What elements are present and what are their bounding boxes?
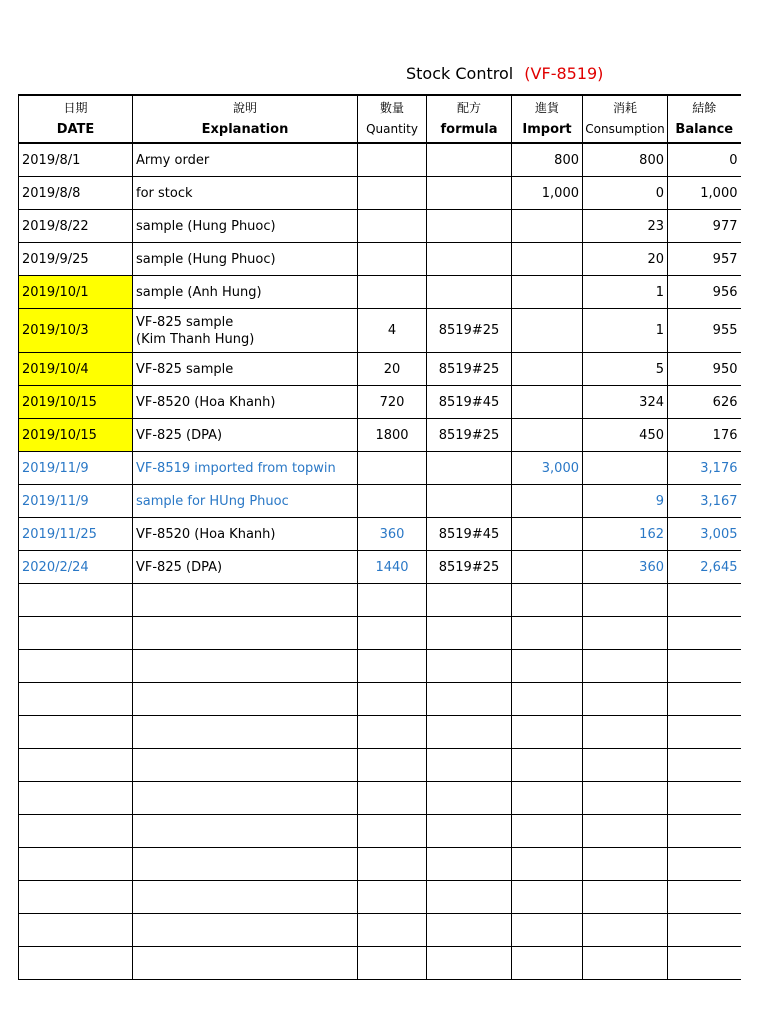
cell-quantity: 4 bbox=[358, 309, 427, 353]
cell-formula bbox=[427, 683, 512, 716]
header-date bbox=[19, 95, 133, 143]
cell-formula bbox=[427, 584, 512, 617]
cell-formula bbox=[427, 881, 512, 914]
cell-formula: 8519#25 bbox=[427, 353, 512, 386]
cell-quantity bbox=[358, 782, 427, 815]
table-row bbox=[19, 353, 741, 386]
cell-explanation bbox=[133, 848, 358, 881]
cell-date bbox=[19, 683, 133, 716]
cell-consumption bbox=[583, 782, 668, 815]
product-code: (VF-8519) bbox=[524, 64, 604, 83]
cell-import bbox=[512, 518, 583, 551]
cell-consumption: 324 bbox=[583, 386, 668, 419]
cell-consumption bbox=[583, 452, 668, 485]
header-balance-en: Balance bbox=[675, 121, 734, 137]
cell-quantity bbox=[358, 452, 427, 485]
cell-balance: 955 bbox=[668, 309, 741, 353]
table-row bbox=[19, 386, 741, 419]
table-row bbox=[19, 584, 741, 617]
header-consumption bbox=[583, 95, 668, 143]
header-quantity bbox=[358, 95, 427, 143]
cell-explanation bbox=[133, 617, 358, 650]
cell-explanation bbox=[133, 815, 358, 848]
cell-date: 2019/10/3 bbox=[19, 309, 133, 353]
cell-formula bbox=[427, 815, 512, 848]
cell-quantity bbox=[358, 683, 427, 716]
cell-date: 2019/11/25 bbox=[19, 518, 133, 551]
cell-balance: 176 bbox=[668, 419, 741, 452]
cell-consumption bbox=[583, 815, 668, 848]
cell-formula bbox=[427, 782, 512, 815]
cell-balance: 957 bbox=[668, 243, 741, 276]
cell-formula bbox=[427, 276, 512, 309]
cell-formula bbox=[427, 485, 512, 518]
cell-import bbox=[512, 848, 583, 881]
cell-balance bbox=[668, 881, 741, 914]
cell-explanation bbox=[133, 782, 358, 815]
header-explanation-zh: 說明 bbox=[232, 100, 257, 115]
cell-balance: 1,000 bbox=[668, 177, 741, 210]
cell-balance bbox=[668, 617, 741, 650]
cell-quantity bbox=[358, 210, 427, 243]
cell-explanation bbox=[133, 749, 358, 782]
cell-formula bbox=[427, 143, 512, 177]
table-row bbox=[19, 749, 741, 782]
cell-formula: 8519#25 bbox=[427, 419, 512, 452]
header-date-zh: 日期 bbox=[63, 100, 88, 115]
cell-explanation: VF-8520 (Hoa Khanh) bbox=[133, 386, 358, 419]
cell-import bbox=[512, 947, 583, 980]
cell-quantity bbox=[358, 584, 427, 617]
table-row bbox=[19, 881, 741, 914]
cell-consumption: 162 bbox=[583, 518, 668, 551]
cell-explanation bbox=[133, 716, 358, 749]
cell-explanation: sample for HUng Phuoc bbox=[133, 485, 358, 518]
cell-explanation: VF-825 (DPA) bbox=[133, 419, 358, 452]
cell-date bbox=[19, 617, 133, 650]
cell-quantity: 1800 bbox=[358, 419, 427, 452]
cell-consumption bbox=[583, 848, 668, 881]
cell-explanation: VF-825 sample bbox=[133, 353, 358, 386]
cell-formula: 8519#25 bbox=[427, 309, 512, 353]
cell-consumption: 20 bbox=[583, 243, 668, 276]
stock-ledger-table bbox=[18, 94, 741, 980]
cell-import bbox=[512, 419, 583, 452]
cell-date: 2019/11/9 bbox=[19, 485, 133, 518]
cell-import bbox=[512, 210, 583, 243]
header-import-zh: 進貨 bbox=[534, 100, 559, 115]
cell-quantity bbox=[358, 177, 427, 210]
cell-consumption bbox=[583, 584, 668, 617]
table-row bbox=[19, 452, 741, 485]
cell-formula bbox=[427, 210, 512, 243]
cell-import bbox=[512, 650, 583, 683]
header-import bbox=[512, 95, 583, 143]
cell-formula: 8519#45 bbox=[427, 518, 512, 551]
cell-balance bbox=[668, 914, 741, 947]
cell-balance: 3,005 bbox=[668, 518, 741, 551]
cell-consumption bbox=[583, 617, 668, 650]
header-formula-zh: 配方 bbox=[456, 100, 481, 115]
cell-import bbox=[512, 716, 583, 749]
cell-date bbox=[19, 947, 133, 980]
cell-import bbox=[512, 386, 583, 419]
cell-date: 2019/10/15 bbox=[19, 419, 133, 452]
table-row bbox=[19, 815, 741, 848]
cell-import bbox=[512, 584, 583, 617]
cell-quantity bbox=[358, 815, 427, 848]
cell-import bbox=[512, 551, 583, 584]
cell-import bbox=[512, 276, 583, 309]
cell-date bbox=[19, 650, 133, 683]
cell-import bbox=[512, 353, 583, 386]
header-balance bbox=[668, 95, 741, 143]
header-import-en: Import bbox=[522, 121, 572, 137]
table-row bbox=[19, 276, 741, 309]
cell-quantity bbox=[358, 914, 427, 947]
table-row bbox=[19, 210, 741, 243]
cell-balance bbox=[668, 716, 741, 749]
cell-consumption: 450 bbox=[583, 419, 668, 452]
cell-date bbox=[19, 584, 133, 617]
header-date-en: DATE bbox=[56, 121, 95, 137]
header-explanation-en: Explanation bbox=[201, 121, 289, 137]
cell-explanation: Army order bbox=[133, 143, 358, 177]
cell-consumption: 23 bbox=[583, 210, 668, 243]
cell-date bbox=[19, 749, 133, 782]
cell-balance: 3,176 bbox=[668, 452, 741, 485]
cell-date: 2019/9/25 bbox=[19, 243, 133, 276]
table-row bbox=[19, 518, 741, 551]
cell-consumption bbox=[583, 947, 668, 980]
cell-balance bbox=[668, 848, 741, 881]
cell-import bbox=[512, 782, 583, 815]
cell-quantity bbox=[358, 617, 427, 650]
cell-quantity bbox=[358, 749, 427, 782]
cell-import bbox=[512, 914, 583, 947]
cell-quantity bbox=[358, 716, 427, 749]
cell-formula: 8519#45 bbox=[427, 386, 512, 419]
cell-explanation bbox=[133, 683, 358, 716]
cell-formula bbox=[427, 650, 512, 683]
cell-formula bbox=[427, 452, 512, 485]
cell-balance: 0 bbox=[668, 143, 741, 177]
table-row bbox=[19, 143, 741, 177]
cell-quantity: 20 bbox=[358, 353, 427, 386]
cell-import bbox=[512, 815, 583, 848]
cell-balance bbox=[668, 782, 741, 815]
cell-date bbox=[19, 815, 133, 848]
cell-date: 2019/8/22 bbox=[19, 210, 133, 243]
cell-date bbox=[19, 848, 133, 881]
cell-consumption bbox=[583, 749, 668, 782]
table-row bbox=[19, 485, 741, 518]
cell-formula bbox=[427, 914, 512, 947]
cell-consumption: 360 bbox=[583, 551, 668, 584]
cell-formula bbox=[427, 617, 512, 650]
cell-balance: 2,645 bbox=[668, 551, 741, 584]
cell-consumption: 5 bbox=[583, 353, 668, 386]
cell-date: 2019/11/9 bbox=[19, 452, 133, 485]
cell-date: 2019/10/1 bbox=[19, 276, 133, 309]
cell-balance bbox=[668, 683, 741, 716]
table-row bbox=[19, 617, 741, 650]
cell-balance bbox=[668, 947, 741, 980]
cell-date bbox=[19, 716, 133, 749]
cell-explanation: VF-825 sample (Kim Thanh Hung) bbox=[133, 309, 358, 353]
header-consumption-zh: 消耗 bbox=[612, 100, 637, 115]
cell-consumption bbox=[583, 650, 668, 683]
header-quantity-en: Quantity bbox=[366, 121, 418, 136]
cell-explanation: sample (Anh Hung) bbox=[133, 276, 358, 309]
cell-explanation bbox=[133, 914, 358, 947]
cell-formula bbox=[427, 243, 512, 276]
cell-consumption bbox=[583, 914, 668, 947]
cell-consumption: 9 bbox=[583, 485, 668, 518]
cell-explanation: VF-8519 imported from topwin bbox=[133, 452, 358, 485]
cell-quantity: 1440 bbox=[358, 551, 427, 584]
header-explanation bbox=[133, 95, 358, 143]
cell-consumption bbox=[583, 683, 668, 716]
table-row bbox=[19, 243, 741, 276]
cell-balance bbox=[668, 749, 741, 782]
ledger-body bbox=[19, 143, 741, 980]
cell-quantity bbox=[358, 650, 427, 683]
cell-import bbox=[512, 683, 583, 716]
table-row bbox=[19, 309, 741, 353]
table-row bbox=[19, 848, 741, 881]
cell-consumption: 800 bbox=[583, 143, 668, 177]
cell-formula bbox=[427, 177, 512, 210]
cell-consumption: 0 bbox=[583, 177, 668, 210]
cell-explanation: sample (Hung Phuoc) bbox=[133, 243, 358, 276]
cell-formula: 8519#25 bbox=[427, 551, 512, 584]
header-formula bbox=[427, 95, 512, 143]
cell-consumption: 1 bbox=[583, 309, 668, 353]
cell-import bbox=[512, 881, 583, 914]
cell-formula bbox=[427, 749, 512, 782]
table-row bbox=[19, 782, 741, 815]
cell-quantity bbox=[358, 143, 427, 177]
header-quantity-zh: 數量 bbox=[379, 100, 404, 115]
cell-explanation: sample (Hung Phuoc) bbox=[133, 210, 358, 243]
cell-quantity bbox=[358, 276, 427, 309]
cell-balance bbox=[668, 815, 741, 848]
cell-consumption: 1 bbox=[583, 276, 668, 309]
cell-date bbox=[19, 782, 133, 815]
cell-quantity bbox=[358, 881, 427, 914]
cell-balance bbox=[668, 650, 741, 683]
cell-balance: 950 bbox=[668, 353, 741, 386]
cell-import bbox=[512, 617, 583, 650]
cell-consumption bbox=[583, 716, 668, 749]
cell-balance: 956 bbox=[668, 276, 741, 309]
table-row bbox=[19, 914, 741, 947]
cell-quantity bbox=[358, 485, 427, 518]
cell-date: 2019/8/1 bbox=[19, 143, 133, 177]
cell-import: 3,000 bbox=[512, 452, 583, 485]
table-row bbox=[19, 683, 741, 716]
cell-date: 2020/2/24 bbox=[19, 551, 133, 584]
table-row bbox=[19, 716, 741, 749]
cell-explanation bbox=[133, 584, 358, 617]
header-consumption-en: Consumption bbox=[585, 121, 665, 136]
cell-explanation: VF-8520 (Hoa Khanh) bbox=[133, 518, 358, 551]
cell-import: 1,000 bbox=[512, 177, 583, 210]
cell-formula bbox=[427, 848, 512, 881]
cell-balance: 626 bbox=[668, 386, 741, 419]
header-balance-zh: 結餘 bbox=[692, 100, 717, 115]
table-row bbox=[19, 419, 741, 452]
cell-quantity: 360 bbox=[358, 518, 427, 551]
cell-balance: 3,167 bbox=[668, 485, 741, 518]
cell-explanation bbox=[133, 650, 358, 683]
table-row bbox=[19, 947, 741, 980]
cell-quantity bbox=[358, 848, 427, 881]
sheet-title bbox=[0, 64, 768, 83]
cell-import bbox=[512, 309, 583, 353]
cell-balance: 977 bbox=[668, 210, 741, 243]
cell-quantity bbox=[358, 947, 427, 980]
header-formula-en: formula bbox=[440, 121, 498, 137]
cell-quantity bbox=[358, 243, 427, 276]
table-row bbox=[19, 177, 741, 210]
cell-date: 2019/10/4 bbox=[19, 353, 133, 386]
cell-explanation bbox=[133, 881, 358, 914]
table-row bbox=[19, 551, 741, 584]
cell-explanation: for stock bbox=[133, 177, 358, 210]
cell-explanation: VF-825 (DPA) bbox=[133, 551, 358, 584]
cell-date bbox=[19, 914, 133, 947]
cell-date bbox=[19, 881, 133, 914]
header-row bbox=[19, 95, 741, 143]
cell-import bbox=[512, 749, 583, 782]
cell-import bbox=[512, 243, 583, 276]
cell-date: 2019/8/8 bbox=[19, 177, 133, 210]
cell-formula bbox=[427, 716, 512, 749]
table-row bbox=[19, 650, 741, 683]
cell-consumption bbox=[583, 881, 668, 914]
sheet-title-text: Stock Control bbox=[406, 64, 514, 83]
cell-date: 2019/10/15 bbox=[19, 386, 133, 419]
cell-explanation bbox=[133, 947, 358, 980]
cell-import bbox=[512, 485, 583, 518]
cell-formula bbox=[427, 947, 512, 980]
cell-balance bbox=[668, 584, 741, 617]
cell-import: 800 bbox=[512, 143, 583, 177]
cell-quantity: 720 bbox=[358, 386, 427, 419]
